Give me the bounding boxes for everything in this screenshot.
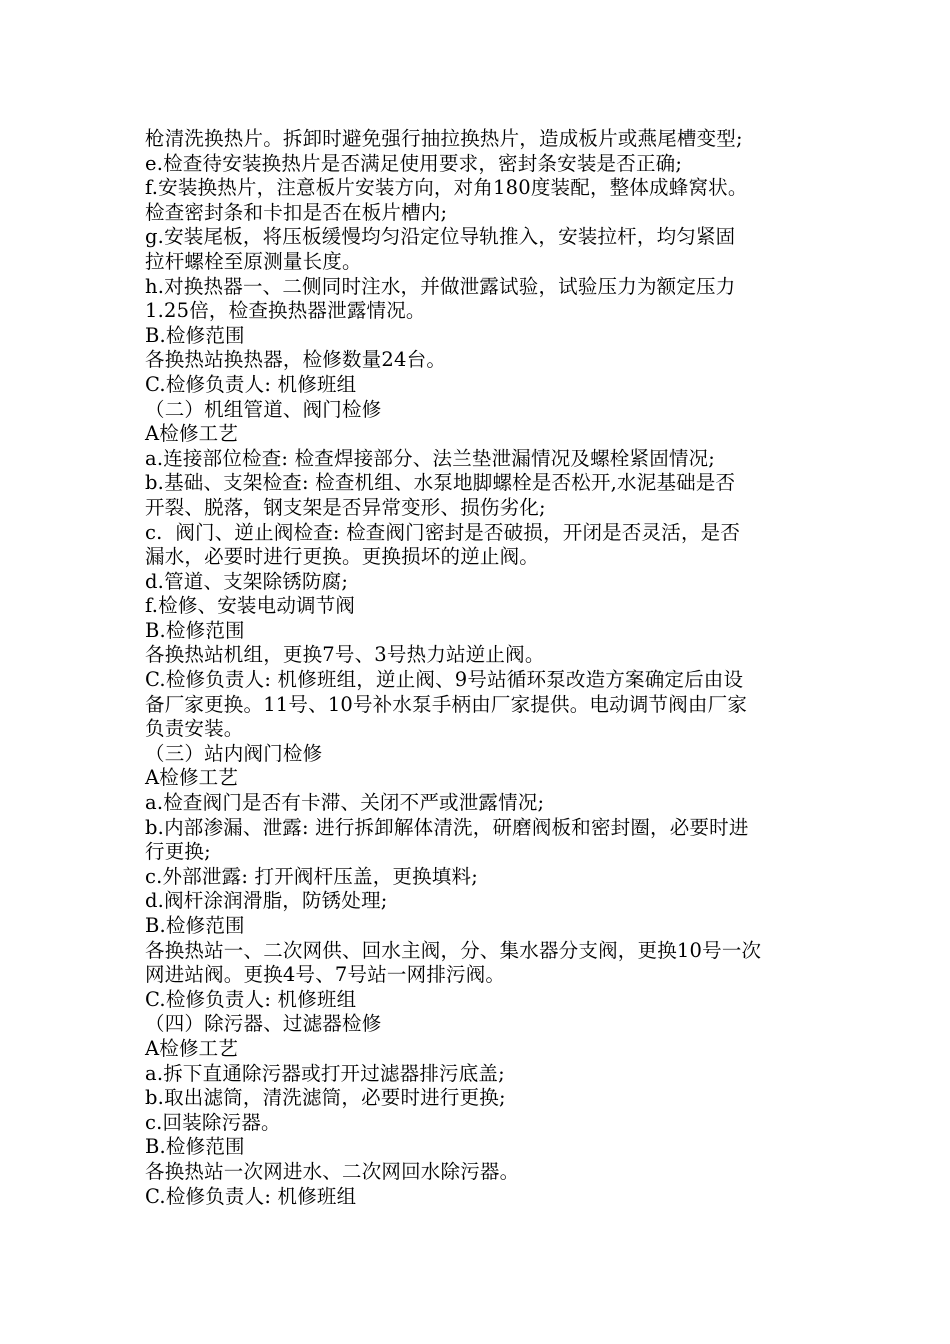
text-line: 备厂家更换。11号、10号补水泵手柄由厂家提供。电动调节阀由厂家	[145, 692, 748, 716]
text-line: f.检修、安装电动调节阀	[145, 594, 356, 618]
text-line: 各换热站一次网进水、二次网回水除污器。	[145, 1159, 520, 1183]
text-line: 负责安装。	[145, 717, 244, 741]
text-line: 检查密封条和卡扣是否在板片槽内;	[145, 200, 448, 224]
text-line: 各换热站机组，更换7号、3号热力站逆止阀。	[145, 643, 545, 667]
text-line: g.安装尾板，将压板缓慢均匀沿定位导轨推入，安装拉杆，均匀紧固	[145, 225, 736, 249]
text-line: c.回装除污器。	[145, 1110, 281, 1134]
section-heading: A检修工艺	[145, 422, 239, 446]
section-heading: A检修工艺	[145, 766, 239, 790]
section-heading: A检修工艺	[145, 1036, 239, 1060]
text-line: 网进站阀。更换4号、7号站一网排污阀。	[145, 963, 506, 987]
text-line: c. 阀门、逆止阀检查: 检查阀门密封是否破损，开闭是否灵活，是否	[145, 520, 741, 544]
text-line: 1.25倍，检查换热器泄露情况。	[145, 299, 426, 323]
chapter-heading: （三）站内阀门检修	[145, 741, 323, 765]
text-line: h.对换热器一、二侧同时注水，并做泄露试验，试验压力为额定压力	[145, 274, 736, 298]
text-line: b.基础、支架检查: 检查机组、水泵地脚螺栓是否松开,水泥基础是否	[145, 471, 736, 495]
text-line: e.检查待安装换热片是否满足使用要求，密封条安装是否正确;	[145, 151, 683, 175]
text-line: a.拆下直通除污器或打开过滤器排污底盖;	[145, 1061, 505, 1085]
text-line: 各换热站一、二次网供、回水主阀，分、集水器分支阀，更换10号一次	[145, 938, 762, 962]
section-heading: C.检修负责人: 机修班组	[145, 372, 357, 396]
text-line: a.连接部位检查: 检查焊接部分、法兰垫泄漏情况及螺栓紧固情况;	[145, 446, 716, 470]
text-line: b.内部渗漏、泄露: 进行拆卸解体清洗，研磨阀板和密封圈，必要时进	[145, 815, 749, 839]
section-heading: C.检修负责人: 机修班组，逆止阀、9号站循环泵改造方案确定后由设	[145, 668, 744, 692]
text-line: c.外部泄露: 打开阀杆压盖，更换填料;	[145, 864, 478, 888]
section-heading: B.检修范围	[145, 618, 245, 642]
section-heading: C.检修负责人: 机修班组	[145, 1184, 357, 1208]
text-line: 枪清洗换热片。拆卸时避免强行抽拉换热片，造成板片或燕尾槽变型;	[145, 127, 743, 150]
text-line: b.取出滤筒，清洗滤筒，必要时进行更换;	[145, 1086, 506, 1110]
text-line: d.阀杆涂润滑脂，防锈处理;	[145, 889, 388, 913]
section-heading: C.检修负责人: 机修班组	[145, 987, 357, 1011]
text-line: 各换热站换热器，检修数量24台。	[145, 348, 447, 372]
text-line: f.安装换热片，注意板片安装方向，对角180度装配，整体成蜂窝状。	[145, 176, 748, 200]
section-heading: B.检修范围	[145, 914, 245, 937]
document-body	[145, 127, 825, 1209]
chapter-heading: （二）机组管道、阀门检修	[145, 397, 382, 421]
section-heading: B.检修范围	[145, 323, 245, 347]
text-line: 开裂、脱落，钢支架是否异常变形、损伤劣化;	[145, 495, 546, 519]
section-heading: B.检修范围	[145, 1135, 245, 1159]
text-line: 漏水，必要时进行更换。更换损坏的逆止阀。	[145, 545, 540, 569]
text-line: a.检查阀门是否有卡滞、关闭不严或泄露情况;	[145, 791, 545, 815]
text-line: 行更换;	[145, 840, 211, 864]
text-line: 拉杆螺栓至原测量长度。	[145, 249, 362, 273]
chapter-heading: （四）除污器、过滤器检修	[145, 1012, 382, 1036]
text-line: d.管道、支架除锈防腐;	[145, 569, 349, 593]
